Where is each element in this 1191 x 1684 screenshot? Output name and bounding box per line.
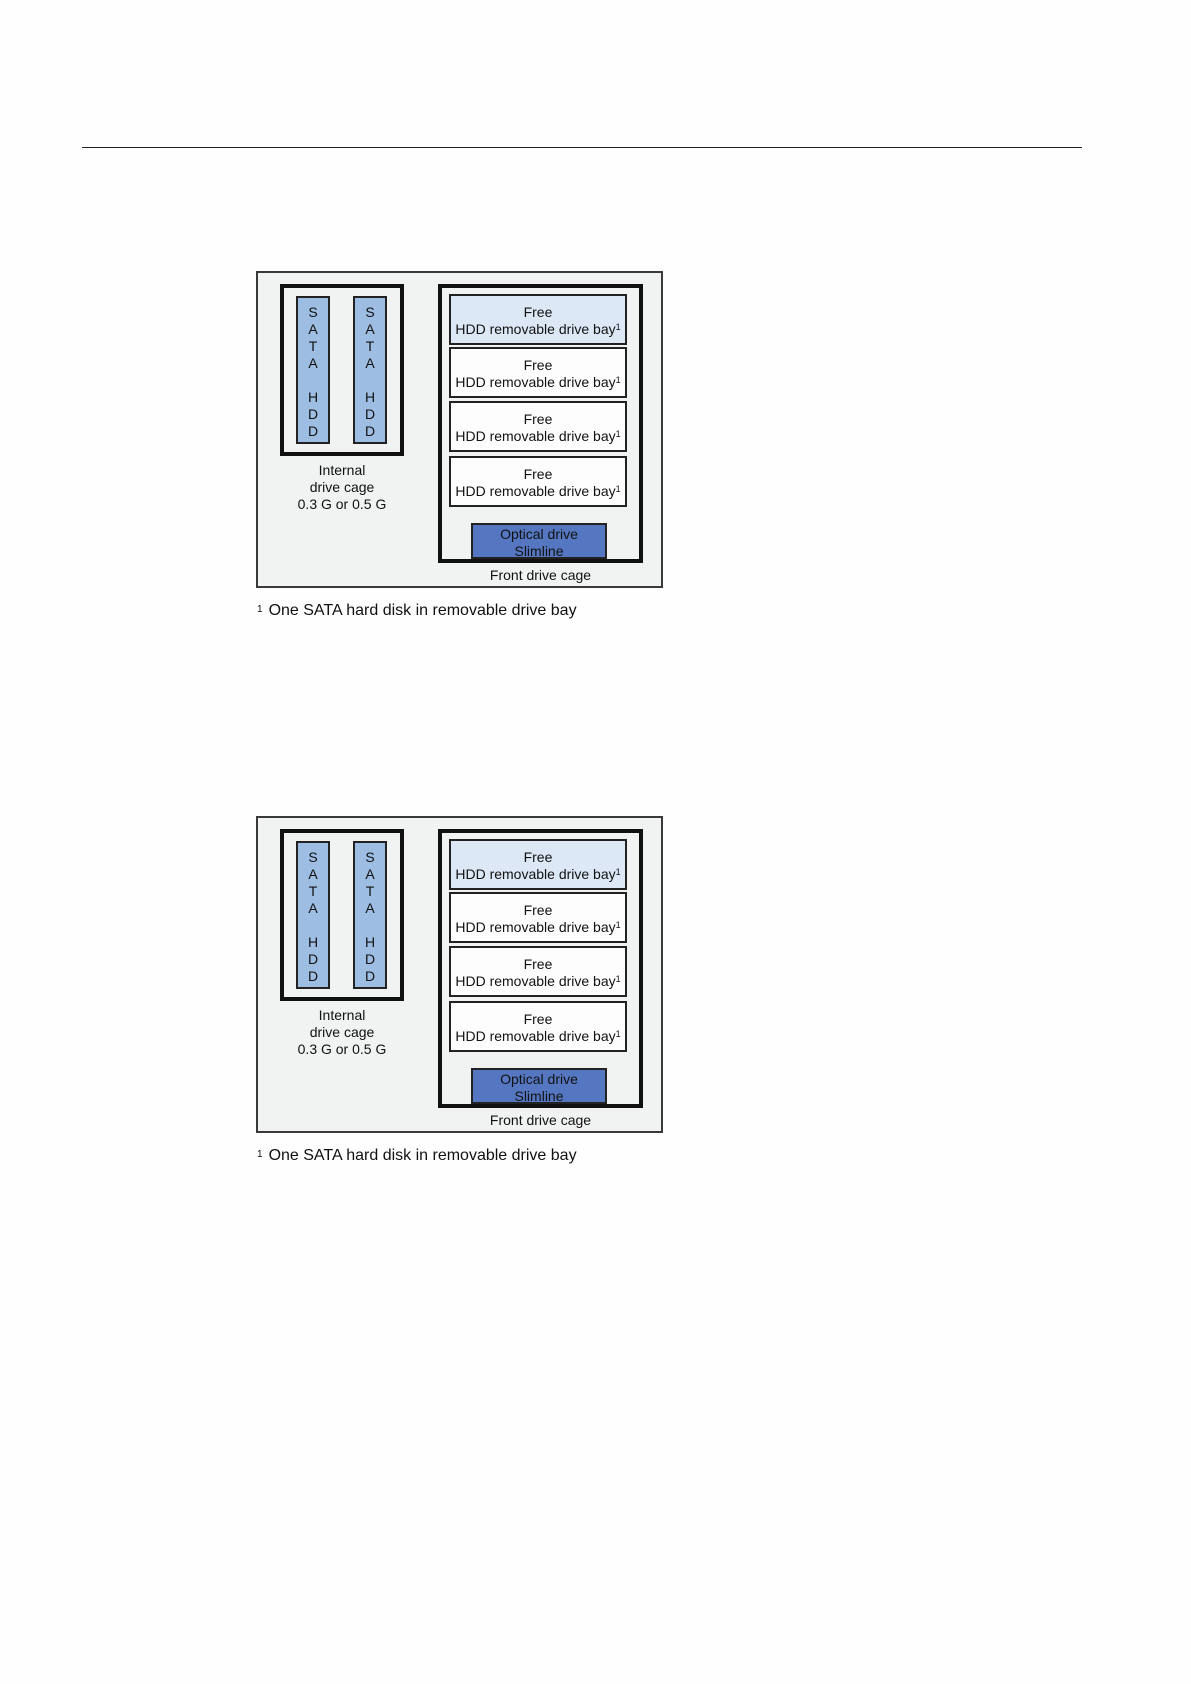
hdd-removable-bay xyxy=(449,946,627,997)
optical-drive-slimline xyxy=(471,523,607,559)
diagram-footnote xyxy=(257,601,577,621)
bay-type-text: HDD removable drive bay xyxy=(455,1028,616,1044)
bay-type xyxy=(451,919,625,936)
hdd-removable-bay xyxy=(449,1001,627,1052)
hdd-removable-bay xyxy=(449,456,627,507)
hdd-letter: A xyxy=(308,866,318,882)
bay-type-text: HDD removable drive bay xyxy=(455,866,616,882)
bay-status: Free xyxy=(523,956,553,972)
internal-cage-label-line: Internal xyxy=(318,1007,366,1023)
internal-drive-cage xyxy=(280,829,404,1001)
bay-status: Free xyxy=(523,902,553,918)
hdd-letter: A xyxy=(308,900,318,916)
bay-type-text: HDD removable drive bay xyxy=(455,919,616,935)
hdd-letter: S xyxy=(308,849,318,865)
footnote-mark: 1 xyxy=(257,1149,263,1160)
hdd-letter: D xyxy=(364,968,376,984)
bay-type-text: HDD removable drive bay xyxy=(455,428,616,444)
bay-footnote-mark: 1 xyxy=(615,484,621,494)
bay-status: Free xyxy=(523,357,553,373)
hdd-letter: H xyxy=(307,934,319,950)
internal-cage-label-line: drive cage xyxy=(309,1024,375,1040)
front-drive-cage xyxy=(438,284,643,563)
hdd-letter xyxy=(355,917,385,934)
optical-drive-sublabel: Slimline xyxy=(514,543,564,559)
hdd-letter: A xyxy=(365,866,375,882)
hdd-letter: H xyxy=(364,389,376,405)
sata-hdd-right xyxy=(353,841,387,989)
footnote-mark: 1 xyxy=(257,604,263,615)
bay-status: Free xyxy=(523,411,553,427)
sata-hdd-left xyxy=(296,296,330,444)
sata-hdd-right xyxy=(353,296,387,444)
bay-footnote-mark: 1 xyxy=(615,867,621,877)
bay-type-text: HDD removable drive bay xyxy=(455,374,616,390)
front-drive-cage xyxy=(438,829,643,1108)
hdd-letter xyxy=(298,372,328,389)
hdd-removable-bay xyxy=(449,892,627,943)
hdd-letter: A xyxy=(365,355,375,371)
bay-footnote-mark: 1 xyxy=(615,1029,621,1039)
optical-drive-sublabel: Slimline xyxy=(514,1088,564,1104)
hdd-letter: T xyxy=(308,883,318,899)
hdd-letter: H xyxy=(364,934,376,950)
drive-config-diagram-2 xyxy=(256,816,663,1133)
header-rule xyxy=(82,147,1082,148)
bay-status: Free xyxy=(523,1011,553,1027)
bay-type xyxy=(451,973,625,990)
hdd-letter: A xyxy=(365,900,375,916)
hdd-removable-bay xyxy=(449,401,627,452)
diagram-footnote xyxy=(257,1146,577,1166)
internal-cage-label-line: 0.3 G or 0.5 G xyxy=(297,1041,387,1057)
bay-footnote-mark: 1 xyxy=(615,974,621,984)
bay-type-text: HDD removable drive bay xyxy=(455,483,616,499)
internal-drive-cage xyxy=(280,284,404,456)
hdd-letter: T xyxy=(365,883,375,899)
bay-footnote-mark: 1 xyxy=(615,429,621,439)
hdd-letter: S xyxy=(308,304,318,320)
front-cage-label: Front drive cage xyxy=(489,567,592,583)
internal-cage-label-line: 0.3 G or 0.5 G xyxy=(297,496,387,512)
hdd-letter: D xyxy=(364,951,376,967)
hdd-removable-bay xyxy=(449,839,627,890)
bay-status: Free xyxy=(523,304,553,320)
bay-type xyxy=(451,321,625,338)
hdd-letter xyxy=(298,917,328,934)
bay-type xyxy=(451,374,625,391)
hdd-letter: H xyxy=(307,389,319,405)
hdd-letter: S xyxy=(365,304,375,320)
bay-type xyxy=(451,483,625,500)
internal-cage-label xyxy=(280,1007,404,1058)
bay-footnote-mark: 1 xyxy=(615,920,621,930)
bay-status: Free xyxy=(523,466,553,482)
bay-footnote-mark: 1 xyxy=(615,375,621,385)
optical-drive-label: Optical drive xyxy=(500,526,578,542)
bay-type xyxy=(451,428,625,445)
hdd-letter: T xyxy=(308,338,318,354)
bay-type-text: HDD removable drive bay xyxy=(455,973,616,989)
hdd-letter: D xyxy=(364,406,376,422)
sata-hdd-left xyxy=(296,841,330,989)
optical-drive-label: Optical drive xyxy=(500,1071,578,1087)
bay-type-text: HDD removable drive bay xyxy=(455,321,616,337)
hdd-letter: A xyxy=(308,321,318,337)
drive-config-diagram-1 xyxy=(256,271,663,588)
internal-cage-label xyxy=(280,462,404,513)
hdd-letter: T xyxy=(365,338,375,354)
bay-type xyxy=(451,866,625,883)
bay-type xyxy=(451,1028,625,1045)
hdd-letter: S xyxy=(365,849,375,865)
hdd-removable-bay xyxy=(449,294,627,345)
internal-cage-label-line: Internal xyxy=(318,462,366,478)
hdd-letter: D xyxy=(307,406,319,422)
bay-footnote-mark: 1 xyxy=(615,322,621,332)
hdd-letter: D xyxy=(307,423,319,439)
hdd-letter: D xyxy=(307,951,319,967)
optical-drive-slimline xyxy=(471,1068,607,1104)
hdd-letter: D xyxy=(307,968,319,984)
hdd-removable-bay xyxy=(449,347,627,398)
front-cage-label: Front drive cage xyxy=(489,1112,592,1128)
hdd-letter: A xyxy=(365,321,375,337)
hdd-letter: A xyxy=(308,355,318,371)
footnote-text: One SATA hard disk in removable drive bay xyxy=(268,1147,577,1164)
hdd-letter: D xyxy=(364,423,376,439)
bay-status: Free xyxy=(523,849,553,865)
internal-cage-label-line: drive cage xyxy=(309,479,375,495)
hdd-letter xyxy=(355,372,385,389)
footnote-text: One SATA hard disk in removable drive bay xyxy=(268,602,577,619)
